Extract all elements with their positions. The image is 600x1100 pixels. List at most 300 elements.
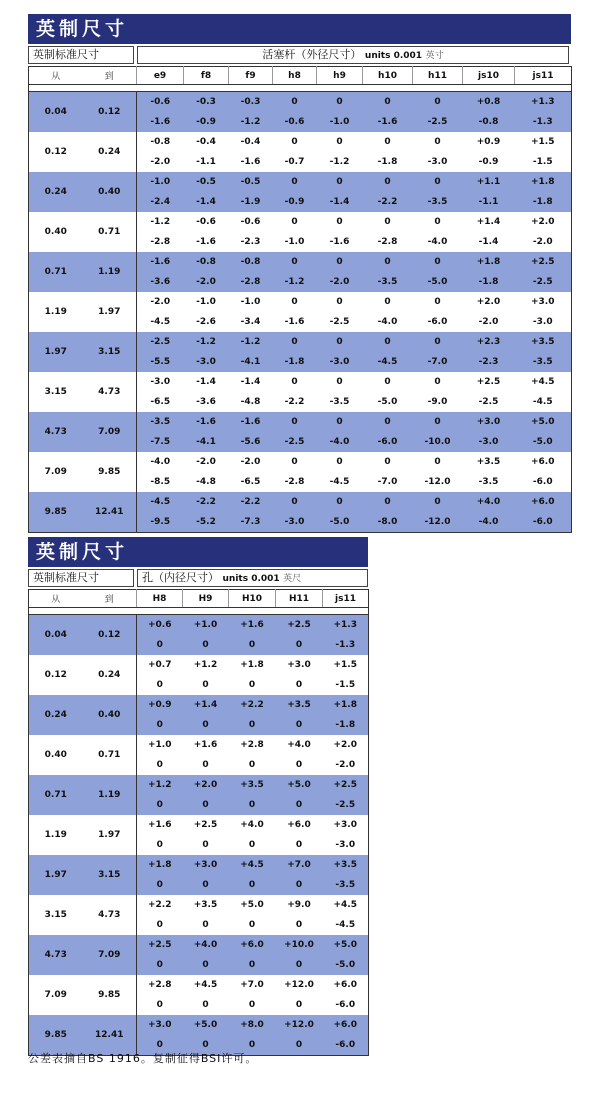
upper-deviation-cell: +1.6 [193, 740, 218, 750]
range-from-cell: 0.04 [29, 92, 83, 133]
lower-deviation-cell: 0 [295, 920, 303, 930]
upper-deviation-cell: 0 [384, 457, 391, 467]
range-to-cell: 9.85 [83, 452, 137, 492]
lower-deviation-cell: -2.3 [463, 352, 515, 372]
upper-deviation-cell: +1.8 [515, 172, 572, 192]
upper-deviation-cell: +1.8 [240, 660, 264, 670]
lower-deviation-cell: -4.8 [240, 397, 261, 407]
lower-deviation-cell: -3.6 [137, 272, 184, 292]
upper-deviation-cell: +4.0 [287, 740, 311, 750]
shaft-tolerance-table [28, 66, 572, 533]
range-to-cell: 1.97 [83, 292, 137, 332]
lower-deviation-cell: 0 [229, 795, 276, 815]
upper-deviation-cell: 0 [273, 412, 317, 432]
lower-deviation-cell: 0 [276, 955, 323, 975]
tolerance-class-header: js11 [515, 67, 572, 85]
range-to-cell: 1.97 [83, 815, 137, 855]
lower-deviation-cell: -3.5 [323, 875, 369, 895]
lower-deviation-cell: 0 [183, 635, 229, 655]
lower-deviation-cell: -4.5 [532, 397, 553, 407]
lower-deviation-cell: -1.0 [284, 237, 305, 247]
range-to-cell: 0.71 [83, 212, 137, 252]
table-row [29, 172, 572, 192]
upper-deviation-cell: -1.2 [150, 217, 171, 227]
lower-deviation-cell: -3.0 [184, 352, 229, 372]
lower-deviation-cell: 0 [276, 1035, 323, 1056]
upper-deviation-cell: -1.6 [184, 412, 229, 432]
lower-deviation-cell: 0 [276, 635, 323, 655]
tolerance-class-header: h8 [273, 67, 317, 85]
lower-deviation-cell: 0 [295, 680, 303, 690]
upper-deviation-cell: 0 [317, 92, 363, 113]
upper-deviation-cell: -0.5 [184, 172, 229, 192]
upper-deviation-cell: -2.2 [229, 492, 273, 512]
table-row [29, 895, 369, 915]
upper-deviation-cell: +8.0 [229, 1015, 276, 1035]
table-row [29, 212, 572, 232]
upper-deviation-cell: -0.3 [184, 92, 229, 113]
range-to-header: 到 [83, 67, 137, 85]
range-to-cell: 0.12 [83, 92, 137, 133]
lower-deviation-cell: 0 [248, 1000, 256, 1010]
lower-deviation-cell: -2.5 [329, 317, 350, 327]
table-row [29, 935, 369, 955]
upper-deviation-cell: -4.0 [150, 457, 171, 467]
upper-deviation-cell: -0.6 [240, 217, 261, 227]
lower-deviation-cell: -2.0 [532, 237, 553, 247]
range-to-cell: 7.09 [83, 935, 137, 975]
lower-deviation-cell: -2.2 [284, 397, 305, 407]
upper-deviation-cell: +2.0 [531, 217, 555, 227]
upper-deviation-cell: 0 [317, 172, 363, 192]
upper-deviation-cell: 0 [363, 172, 413, 192]
upper-deviation-cell: 0 [273, 172, 317, 192]
upper-deviation-cell: +4.5 [229, 855, 276, 875]
lower-deviation-cell: 0 [137, 635, 183, 655]
range-from-cell: 0.40 [44, 227, 67, 237]
upper-deviation-cell: 0 [336, 137, 343, 147]
lower-deviation-cell: -3.5 [413, 192, 463, 212]
range-from-cell: 0.71 [29, 252, 83, 292]
upper-deviation-cell: -2.5 [137, 332, 184, 352]
tolerance-class-header: h10 [363, 67, 413, 85]
lower-deviation-cell: -3.5 [478, 477, 499, 487]
lower-deviation-cell: 0 [156, 680, 163, 690]
lower-deviation-cell: -1.5 [335, 680, 356, 690]
upper-deviation-cell: +2.5 [476, 377, 501, 387]
upper-deviation-cell: +3.0 [287, 660, 311, 670]
upper-deviation-cell: +3.0 [137, 1015, 183, 1035]
lower-deviation-cell: -2.5 [478, 397, 499, 407]
range-to-cell: 0.40 [83, 695, 137, 735]
upper-deviation-cell: 0 [336, 297, 343, 307]
lower-deviation-cell: 0 [229, 635, 276, 655]
upper-deviation-cell: -0.4 [196, 137, 216, 147]
range-from-cell: 1.19 [44, 830, 67, 840]
lower-deviation-cell: -2.4 [137, 192, 184, 212]
lower-deviation-cell: -0.8 [463, 112, 515, 132]
lower-deviation-cell: -4.1 [229, 352, 273, 372]
upper-deviation-cell: +6.0 [333, 980, 357, 990]
lower-deviation-cell: -6.0 [335, 1000, 356, 1010]
upper-deviation-cell: +2.0 [476, 297, 501, 307]
lower-deviation-cell: 0 [295, 840, 303, 850]
upper-deviation-cell: -0.8 [150, 137, 171, 147]
upper-deviation-cell: -1.0 [240, 297, 261, 307]
upper-deviation-cell: 0 [434, 137, 441, 147]
hole-standard-size-label: 英制标准尺寸 [28, 569, 134, 587]
lower-deviation-cell: -6.5 [150, 397, 171, 407]
hole-part-prefix: 孔（内径尺寸） [142, 571, 219, 584]
lower-deviation-cell: -0.6 [273, 112, 317, 132]
upper-deviation-cell: +1.2 [193, 660, 218, 670]
table-row [29, 1015, 369, 1035]
upper-deviation-cell: +3.5 [323, 855, 369, 875]
upper-deviation-cell: 0 [317, 332, 363, 352]
lower-deviation-cell: -2.5 [515, 272, 572, 292]
upper-deviation-cell: -1.0 [196, 297, 216, 307]
range-to-cell: 4.73 [83, 372, 137, 412]
tolerance-class-header: H8 [137, 590, 183, 608]
lower-deviation-cell: -4.5 [335, 920, 356, 930]
upper-deviation-cell: 0 [291, 217, 298, 227]
range-to-cell: 0.24 [83, 655, 137, 695]
range-from-cell: 1.97 [29, 332, 83, 372]
lower-deviation-cell: -7.5 [137, 432, 184, 452]
upper-deviation-cell: -1.4 [240, 377, 261, 387]
lower-deviation-cell: -1.6 [196, 237, 216, 247]
upper-deviation-cell: +1.8 [137, 855, 183, 875]
lower-deviation-cell: 0 [248, 760, 256, 770]
table-row [29, 252, 572, 272]
upper-deviation-cell: +10.0 [276, 935, 323, 955]
upper-deviation-cell: +1.3 [515, 92, 572, 113]
lower-deviation-cell: 0 [248, 840, 256, 850]
table-row [29, 452, 572, 472]
upper-deviation-cell: +1.0 [183, 615, 229, 636]
lower-deviation-cell: 0 [229, 715, 276, 735]
lower-deviation-cell: -1.8 [377, 157, 398, 167]
lower-deviation-cell: -1.4 [478, 237, 499, 247]
upper-deviation-cell: +6.0 [515, 492, 572, 512]
hole-part-label [137, 569, 368, 587]
lower-deviation-cell: 0 [229, 955, 276, 975]
table-row [29, 975, 369, 995]
lower-deviation-cell: 0 [202, 920, 209, 930]
upper-deviation-cell: 0 [434, 217, 441, 227]
upper-deviation-cell: +5.0 [240, 900, 264, 910]
upper-deviation-cell: +5.0 [323, 935, 369, 955]
table-row [29, 292, 572, 312]
lower-deviation-cell: -1.8 [273, 352, 317, 372]
upper-deviation-cell: -1.2 [184, 332, 229, 352]
tolerance-class-header: h11 [413, 67, 463, 85]
lower-deviation-cell: -12.0 [413, 512, 463, 533]
shaft-part-label [137, 46, 569, 64]
lower-deviation-cell: -4.0 [317, 432, 363, 452]
upper-deviation-cell: +9.0 [287, 900, 311, 910]
upper-deviation-cell: +1.6 [229, 615, 276, 636]
upper-deviation-cell: -1.0 [137, 172, 184, 192]
upper-deviation-cell: +3.5 [229, 775, 276, 795]
upper-deviation-cell: +7.0 [240, 980, 264, 990]
lower-deviation-cell: 0 [183, 715, 229, 735]
table-row [29, 92, 572, 113]
lower-deviation-cell: -2.2 [363, 192, 413, 212]
upper-deviation-cell: 0 [363, 92, 413, 113]
upper-deviation-cell: +4.5 [193, 980, 218, 990]
lower-deviation-cell: -5.0 [317, 512, 363, 533]
upper-deviation-cell: -0.8 [184, 252, 229, 272]
upper-deviation-cell: +3.0 [463, 412, 515, 432]
lower-deviation-cell: -6.0 [363, 432, 413, 452]
upper-deviation-cell: 0 [317, 252, 363, 272]
lower-deviation-cell: -6.5 [240, 477, 261, 487]
upper-deviation-cell: 0 [317, 412, 363, 432]
upper-deviation-cell: +6.0 [229, 935, 276, 955]
upper-deviation-cell: +1.5 [333, 660, 357, 670]
lower-deviation-cell: -2.6 [196, 317, 216, 327]
lower-deviation-cell: -2.5 [323, 795, 369, 815]
tolerance-class-header: f8 [184, 67, 229, 85]
upper-deviation-cell: +0.9 [476, 137, 501, 147]
upper-deviation-cell: 0 [291, 457, 298, 467]
lower-deviation-cell: 0 [156, 760, 163, 770]
upper-deviation-cell: +3.0 [183, 855, 229, 875]
lower-deviation-cell: 0 [183, 955, 229, 975]
upper-deviation-cell: 0 [413, 492, 463, 512]
lower-deviation-cell: 0 [295, 760, 303, 770]
shaft-section-title: 英制尺寸 [28, 14, 571, 44]
shaft-part-prefix: 活塞杆（外径尺寸） [262, 48, 362, 61]
lower-deviation-cell: -2.8 [377, 237, 398, 247]
tolerance-class-header: js10 [463, 67, 515, 85]
upper-deviation-cell: -2.0 [150, 297, 171, 307]
lower-deviation-cell: -2.3 [240, 237, 261, 247]
lower-deviation-cell: -1.4 [184, 192, 229, 212]
upper-deviation-cell: +1.6 [148, 820, 172, 830]
lower-deviation-cell: 0 [202, 680, 209, 690]
upper-deviation-cell: +2.2 [148, 900, 172, 910]
source-footnote: 公差表摘自BS 1916。复制征得BSI许可。 [28, 1052, 258, 1065]
lower-deviation-cell: -5.0 [413, 272, 463, 292]
tolerance-class-header: f9 [229, 67, 273, 85]
range-from-cell: 1.19 [44, 307, 67, 317]
lower-deviation-cell: -2.0 [317, 272, 363, 292]
range-from-header: 从 [29, 67, 83, 85]
lower-deviation-cell: -1.6 [137, 112, 184, 132]
upper-deviation-cell: 0 [413, 252, 463, 272]
lower-deviation-cell: -3.5 [363, 272, 413, 292]
upper-deviation-cell: +3.5 [515, 332, 572, 352]
lower-deviation-cell: -1.2 [273, 272, 317, 292]
range-to-cell: 0.71 [83, 735, 137, 775]
lower-deviation-cell: 0 [248, 680, 256, 690]
lower-deviation-cell: -8.5 [150, 477, 171, 487]
upper-deviation-cell: -1.6 [229, 412, 273, 432]
upper-deviation-cell: +5.0 [183, 1015, 229, 1035]
upper-deviation-cell: +4.0 [240, 820, 264, 830]
lower-deviation-cell: 0 [137, 1035, 183, 1056]
upper-deviation-cell: +4.5 [531, 377, 555, 387]
upper-deviation-cell: +2.8 [240, 740, 264, 750]
range-to-cell: 3.15 [83, 332, 137, 372]
upper-deviation-cell: +3.5 [476, 457, 501, 467]
upper-deviation-cell: 0 [291, 137, 298, 147]
upper-deviation-cell: -4.5 [137, 492, 184, 512]
lower-deviation-cell: -0.9 [478, 157, 499, 167]
upper-deviation-cell: 0 [336, 457, 343, 467]
lower-deviation-cell: -3.0 [532, 317, 553, 327]
lower-deviation-cell: -1.6 [363, 112, 413, 132]
upper-deviation-cell: -1.2 [229, 332, 273, 352]
range-from-cell: 0.24 [29, 172, 83, 212]
range-from-cell: 9.85 [29, 492, 83, 533]
lower-deviation-cell: 0 [183, 875, 229, 895]
lower-deviation-cell: 0 [229, 875, 276, 895]
upper-deviation-cell: 0 [273, 92, 317, 113]
upper-deviation-cell: +3.0 [333, 820, 357, 830]
range-to-cell: 7.09 [83, 412, 137, 452]
lower-deviation-cell: -12.0 [424, 477, 451, 487]
lower-deviation-cell: -2.0 [335, 760, 356, 770]
range-from-cell: 4.73 [29, 412, 83, 452]
lower-deviation-cell: -8.0 [363, 512, 413, 533]
lower-deviation-cell: -1.1 [463, 192, 515, 212]
lower-deviation-cell: -0.9 [273, 192, 317, 212]
upper-deviation-cell: -0.4 [240, 137, 261, 147]
range-to-header: 到 [83, 590, 137, 608]
lower-deviation-cell: -3.5 [515, 352, 572, 372]
lower-deviation-cell: 0 [276, 795, 323, 815]
upper-deviation-cell: -2.0 [240, 457, 261, 467]
lower-deviation-cell: -3.0 [335, 840, 356, 850]
lower-deviation-cell: -0.7 [284, 157, 305, 167]
lower-deviation-cell: -1.4 [317, 192, 363, 212]
lower-deviation-cell: -6.0 [427, 317, 448, 327]
upper-deviation-cell: +0.7 [148, 660, 172, 670]
range-from-cell: 0.12 [44, 147, 67, 157]
range-to-cell: 1.19 [83, 775, 137, 815]
range-to-cell: 0.24 [83, 132, 137, 172]
tolerance-class-header: H11 [276, 590, 323, 608]
tolerance-class-header: H10 [229, 590, 276, 608]
lower-deviation-cell: -4.0 [427, 237, 448, 247]
lower-deviation-cell: -2.8 [150, 237, 171, 247]
upper-deviation-cell: -0.5 [229, 172, 273, 192]
upper-deviation-cell: -0.8 [229, 252, 273, 272]
table-row [29, 615, 369, 636]
lower-deviation-cell: -3.4 [240, 317, 261, 327]
upper-deviation-cell: +3.0 [531, 297, 555, 307]
upper-deviation-cell: 0 [413, 332, 463, 352]
lower-deviation-cell: -4.0 [463, 512, 515, 533]
lower-deviation-cell: -1.2 [229, 112, 273, 132]
lower-deviation-cell: -1.1 [196, 157, 216, 167]
range-from-cell: 9.85 [29, 1015, 83, 1056]
upper-deviation-cell: +2.8 [148, 980, 172, 990]
upper-deviation-cell: +2.5 [193, 820, 218, 830]
upper-deviation-cell: -0.3 [229, 92, 273, 113]
table-row [29, 695, 369, 715]
upper-deviation-cell: +5.0 [276, 775, 323, 795]
lower-deviation-cell: -3.0 [317, 352, 363, 372]
lower-deviation-cell: -3.0 [463, 432, 515, 452]
range-from-cell: 0.12 [44, 670, 67, 680]
upper-deviation-cell: 0 [413, 412, 463, 432]
upper-deviation-cell: +1.0 [148, 740, 172, 750]
lower-deviation-cell: -2.5 [273, 432, 317, 452]
lower-deviation-cell: -1.8 [463, 272, 515, 292]
lower-deviation-cell: -5.0 [323, 955, 369, 975]
upper-deviation-cell: +3.5 [276, 695, 323, 715]
lower-deviation-cell: 0 [229, 1035, 276, 1056]
upper-deviation-cell: +1.8 [323, 695, 369, 715]
lower-deviation-cell: 0 [276, 875, 323, 895]
lower-deviation-cell: -1.5 [532, 157, 553, 167]
upper-deviation-cell: +1.3 [323, 615, 369, 636]
lower-deviation-cell: -5.6 [229, 432, 273, 452]
upper-deviation-cell: 0 [336, 217, 343, 227]
tolerance-class-header: e9 [137, 67, 184, 85]
lower-deviation-cell: 0 [137, 795, 183, 815]
hole-unit-suffix: 英尺 [283, 574, 302, 584]
range-to-cell: 0.40 [83, 172, 137, 212]
upper-deviation-cell: +6.0 [287, 820, 311, 830]
lower-deviation-cell: -10.0 [413, 432, 463, 452]
lower-deviation-cell: -0.9 [184, 112, 229, 132]
lower-deviation-cell: 0 [202, 1000, 209, 1010]
range-to-cell: 1.19 [83, 252, 137, 292]
upper-deviation-cell: -1.6 [137, 252, 184, 272]
range-from-cell: 0.71 [29, 775, 83, 815]
upper-deviation-cell: +4.0 [463, 492, 515, 512]
lower-deviation-cell: -4.8 [196, 477, 216, 487]
upper-deviation-cell: +2.5 [137, 935, 183, 955]
lower-deviation-cell: -2.0 [184, 272, 229, 292]
range-from-cell: 3.15 [44, 387, 67, 397]
lower-deviation-cell: -6.0 [323, 1035, 369, 1056]
table-row [29, 735, 369, 755]
upper-deviation-cell: +2.5 [323, 775, 369, 795]
upper-deviation-cell: +2.5 [515, 252, 572, 272]
lower-deviation-cell: 0 [183, 1035, 229, 1056]
upper-deviation-cell: +1.2 [137, 775, 183, 795]
lower-deviation-cell: -1.8 [515, 192, 572, 212]
upper-deviation-cell: -2.0 [196, 457, 216, 467]
upper-deviation-cell: 0 [384, 377, 391, 387]
lower-deviation-cell: -5.5 [137, 352, 184, 372]
upper-deviation-cell: 0 [413, 92, 463, 113]
upper-deviation-cell: +12.0 [284, 980, 314, 990]
lower-deviation-cell: -7.3 [229, 512, 273, 533]
upper-deviation-cell: -0.6 [137, 92, 184, 113]
range-from-cell: 0.24 [29, 695, 83, 735]
lower-deviation-cell: -1.9 [229, 192, 273, 212]
lower-deviation-cell: -6.0 [515, 512, 572, 533]
lower-deviation-cell: -3.0 [273, 512, 317, 533]
lower-deviation-cell: -3.0 [427, 157, 448, 167]
upper-deviation-cell: +6.0 [531, 457, 555, 467]
upper-deviation-cell: 0 [363, 492, 413, 512]
range-to-cell: 4.73 [83, 895, 137, 935]
range-from-cell: 7.09 [44, 467, 67, 477]
lower-deviation-cell: -2.0 [478, 317, 499, 327]
range-to-cell: 9.85 [83, 975, 137, 1015]
hole-tolerance-table [28, 589, 369, 1056]
upper-deviation-cell: +3.5 [193, 900, 218, 910]
upper-deviation-cell: -2.2 [184, 492, 229, 512]
